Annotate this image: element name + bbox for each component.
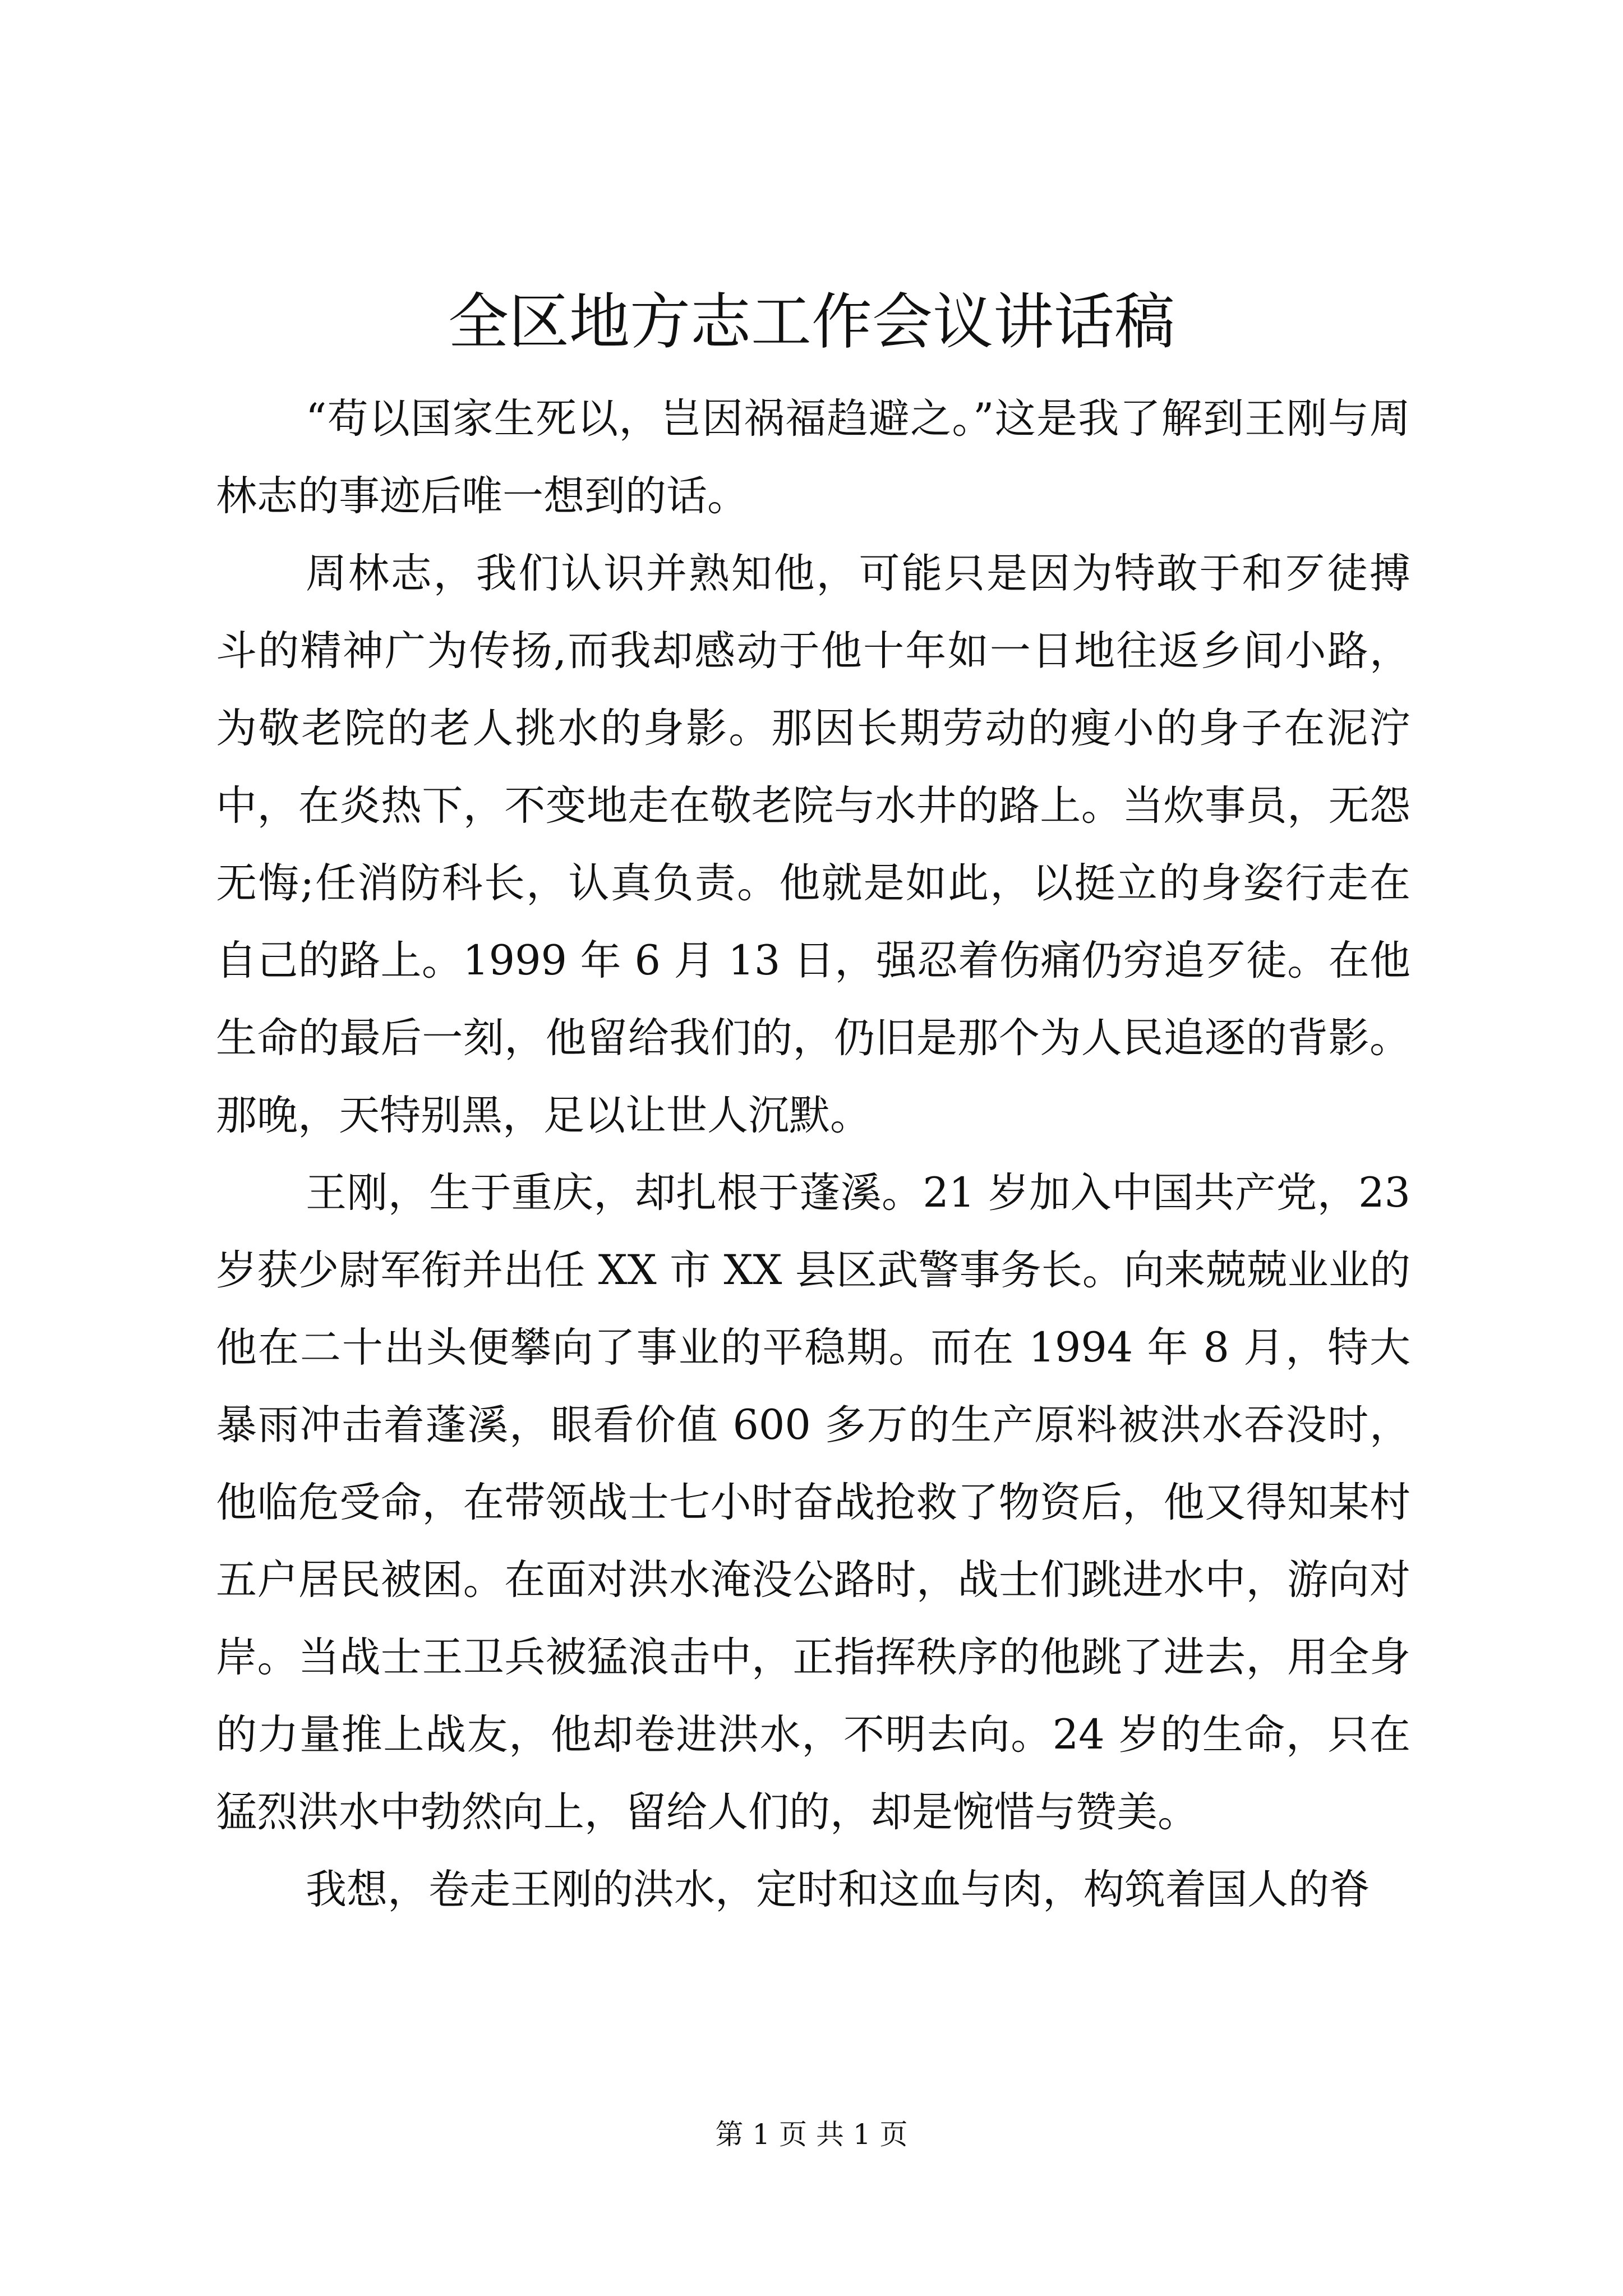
- document-body: [216, 380, 1410, 1929]
- paragraph-2: 周林志，我们认识并熟知他，可能只是因为特敢于和歹徒搏斗的精神广为传扬,而我却感动于他十年如一日地往返乡间小路，为敬老院的老人挑水的身影。那因长期劳动的瘦小的身子在泥泞中，在炎热下，不变地走在敬老院与水井的路上。当炊事员，无怨无悔;任消防科长，认真负责。他就是如此，以挺立的身姿行走在自己的路上。1999 年 6 月 13 日，强忍着伤痛仍穷追歹徒。在他生命的最后一刻，他留给我们的，仍旧是那个为人民追逐的背影。那晚，天特别黑，足以让世人沉默。: [216, 550, 1410, 1139]
- page-footer: 第 1 页 共 1 页: [715, 2118, 908, 2151]
- document-title: 全区地方志工作会议讲话稿: [448, 287, 1175, 357]
- paragraph-3: 王刚，生于重庆，却扎根于蓬溪。21 岁加入中国共产党，23 岁获少尉军衔并出任 XX 市 XX 县区武警事务长。向来兢兢业业的他在二十出头便攀向了事业的平稳期。而在 1994 年 8 月，特大暴雨冲击着蓬溪，眼看价值 600 多万的生产原料被洪水吞没时，他临危受命，在带领战士七小时奋战抢救了物资后，他又得知某村五户居民被困。在面对洪水淹没公路时，战士们跳进水中，游向对岸。当战士王卫兵被猛浪击中，正指挥秩序的他跳了进去，用全身的力量推上战友，他却卷进洪水，不明去向。24 岁的生命，只在猛烈洪水中勃然向上，留给人们的，却是惋惜与赞美。: [216, 1169, 1410, 1836]
- paragraph-1: “苟以国家生死以，岂因祸福趋避之。”这是我了解到王刚与周林志的事迹后唯一想到的话。: [216, 395, 1410, 520]
- paragraph-4: 我想，卷走王刚的洪水，定时和这血与肉，构筑着国人的脊: [306, 1866, 1370, 1913]
